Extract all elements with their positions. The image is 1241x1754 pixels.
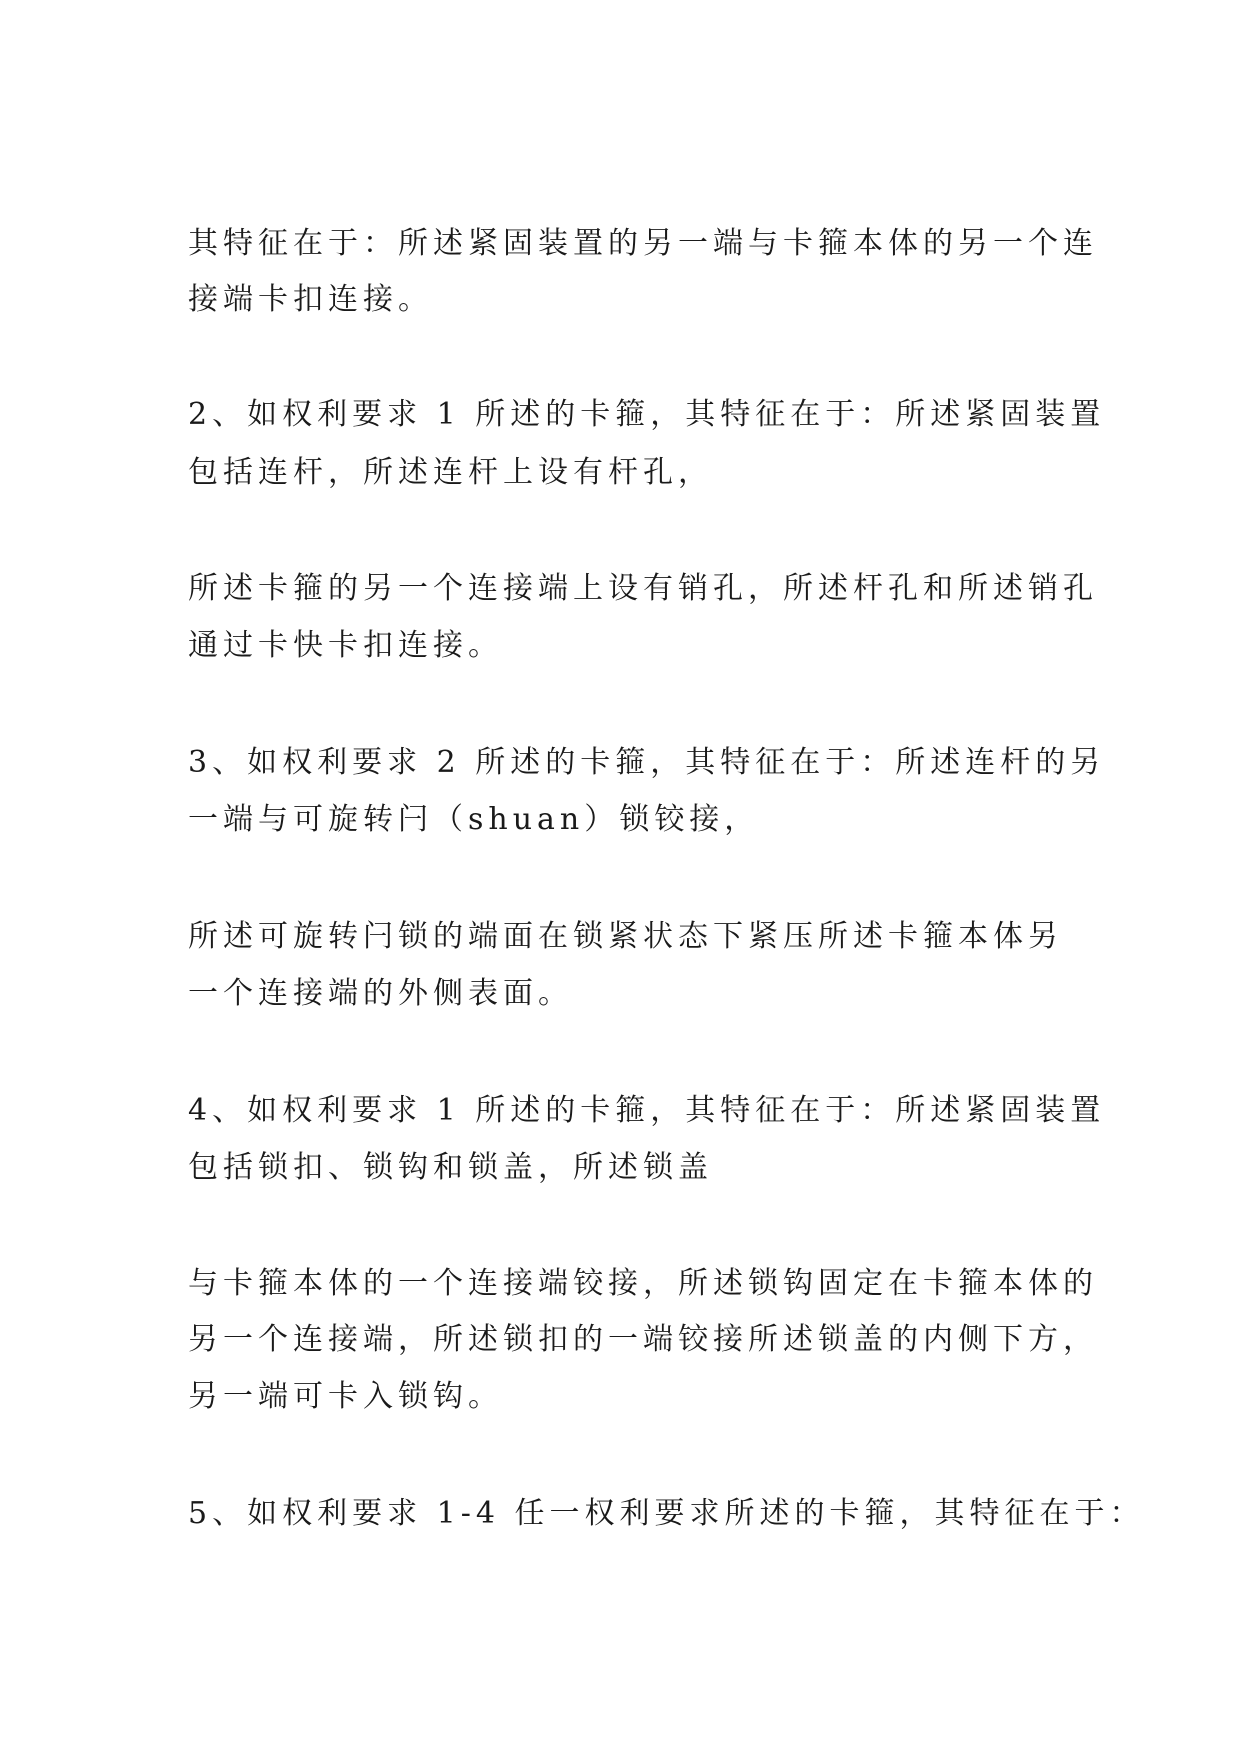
text-line: 一个连接端的外侧表面。: [188, 976, 573, 1011]
text-line: 所述卡箍的另一个连接端上设有销孔，所述杆孔和所述销孔: [188, 571, 1098, 606]
text-line: 4、如权利要求 1 所述的卡箍，其特征在于：所述紧固装置: [188, 1093, 1106, 1128]
text-line: 3、如权利要求 2 所述的卡箍，其特征在于：所述连杆的另: [188, 745, 1106, 780]
text-line: 一端与可旋转闩（shuan）锁铰接，: [188, 802, 760, 837]
text-line: 与卡箍本体的一个连接端铰接，所述锁钩固定在卡箍本体的: [188, 1266, 1098, 1301]
text-line: 另一个连接端，所述锁扣的一端铰接所述锁盖的内侧下方，: [188, 1322, 1098, 1357]
text-line: 接端卡扣连接。: [188, 282, 433, 317]
text-line: 5、如权利要求 1-4 任一权利要求所述的卡箍，其特征在于：: [188, 1496, 1145, 1531]
text-line: 包括连杆，所述连杆上设有杆孔，: [188, 455, 713, 490]
text-line: 其特征在于：所述紧固装置的另一端与卡箍本体的另一个连: [188, 226, 1098, 261]
text-line: 通过卡快卡扣连接。: [188, 628, 503, 663]
text-line: 所述可旋转闩锁的端面在锁紧状态下紧压所述卡箍本体另: [188, 919, 1063, 954]
text-line: 包括锁扣、锁钩和锁盖，所述锁盖: [188, 1150, 713, 1185]
text-line: 2、如权利要求 1 所述的卡箍，其特征在于：所述紧固装置: [188, 397, 1106, 432]
text-line: 另一端可卡入锁钩。: [188, 1379, 503, 1414]
